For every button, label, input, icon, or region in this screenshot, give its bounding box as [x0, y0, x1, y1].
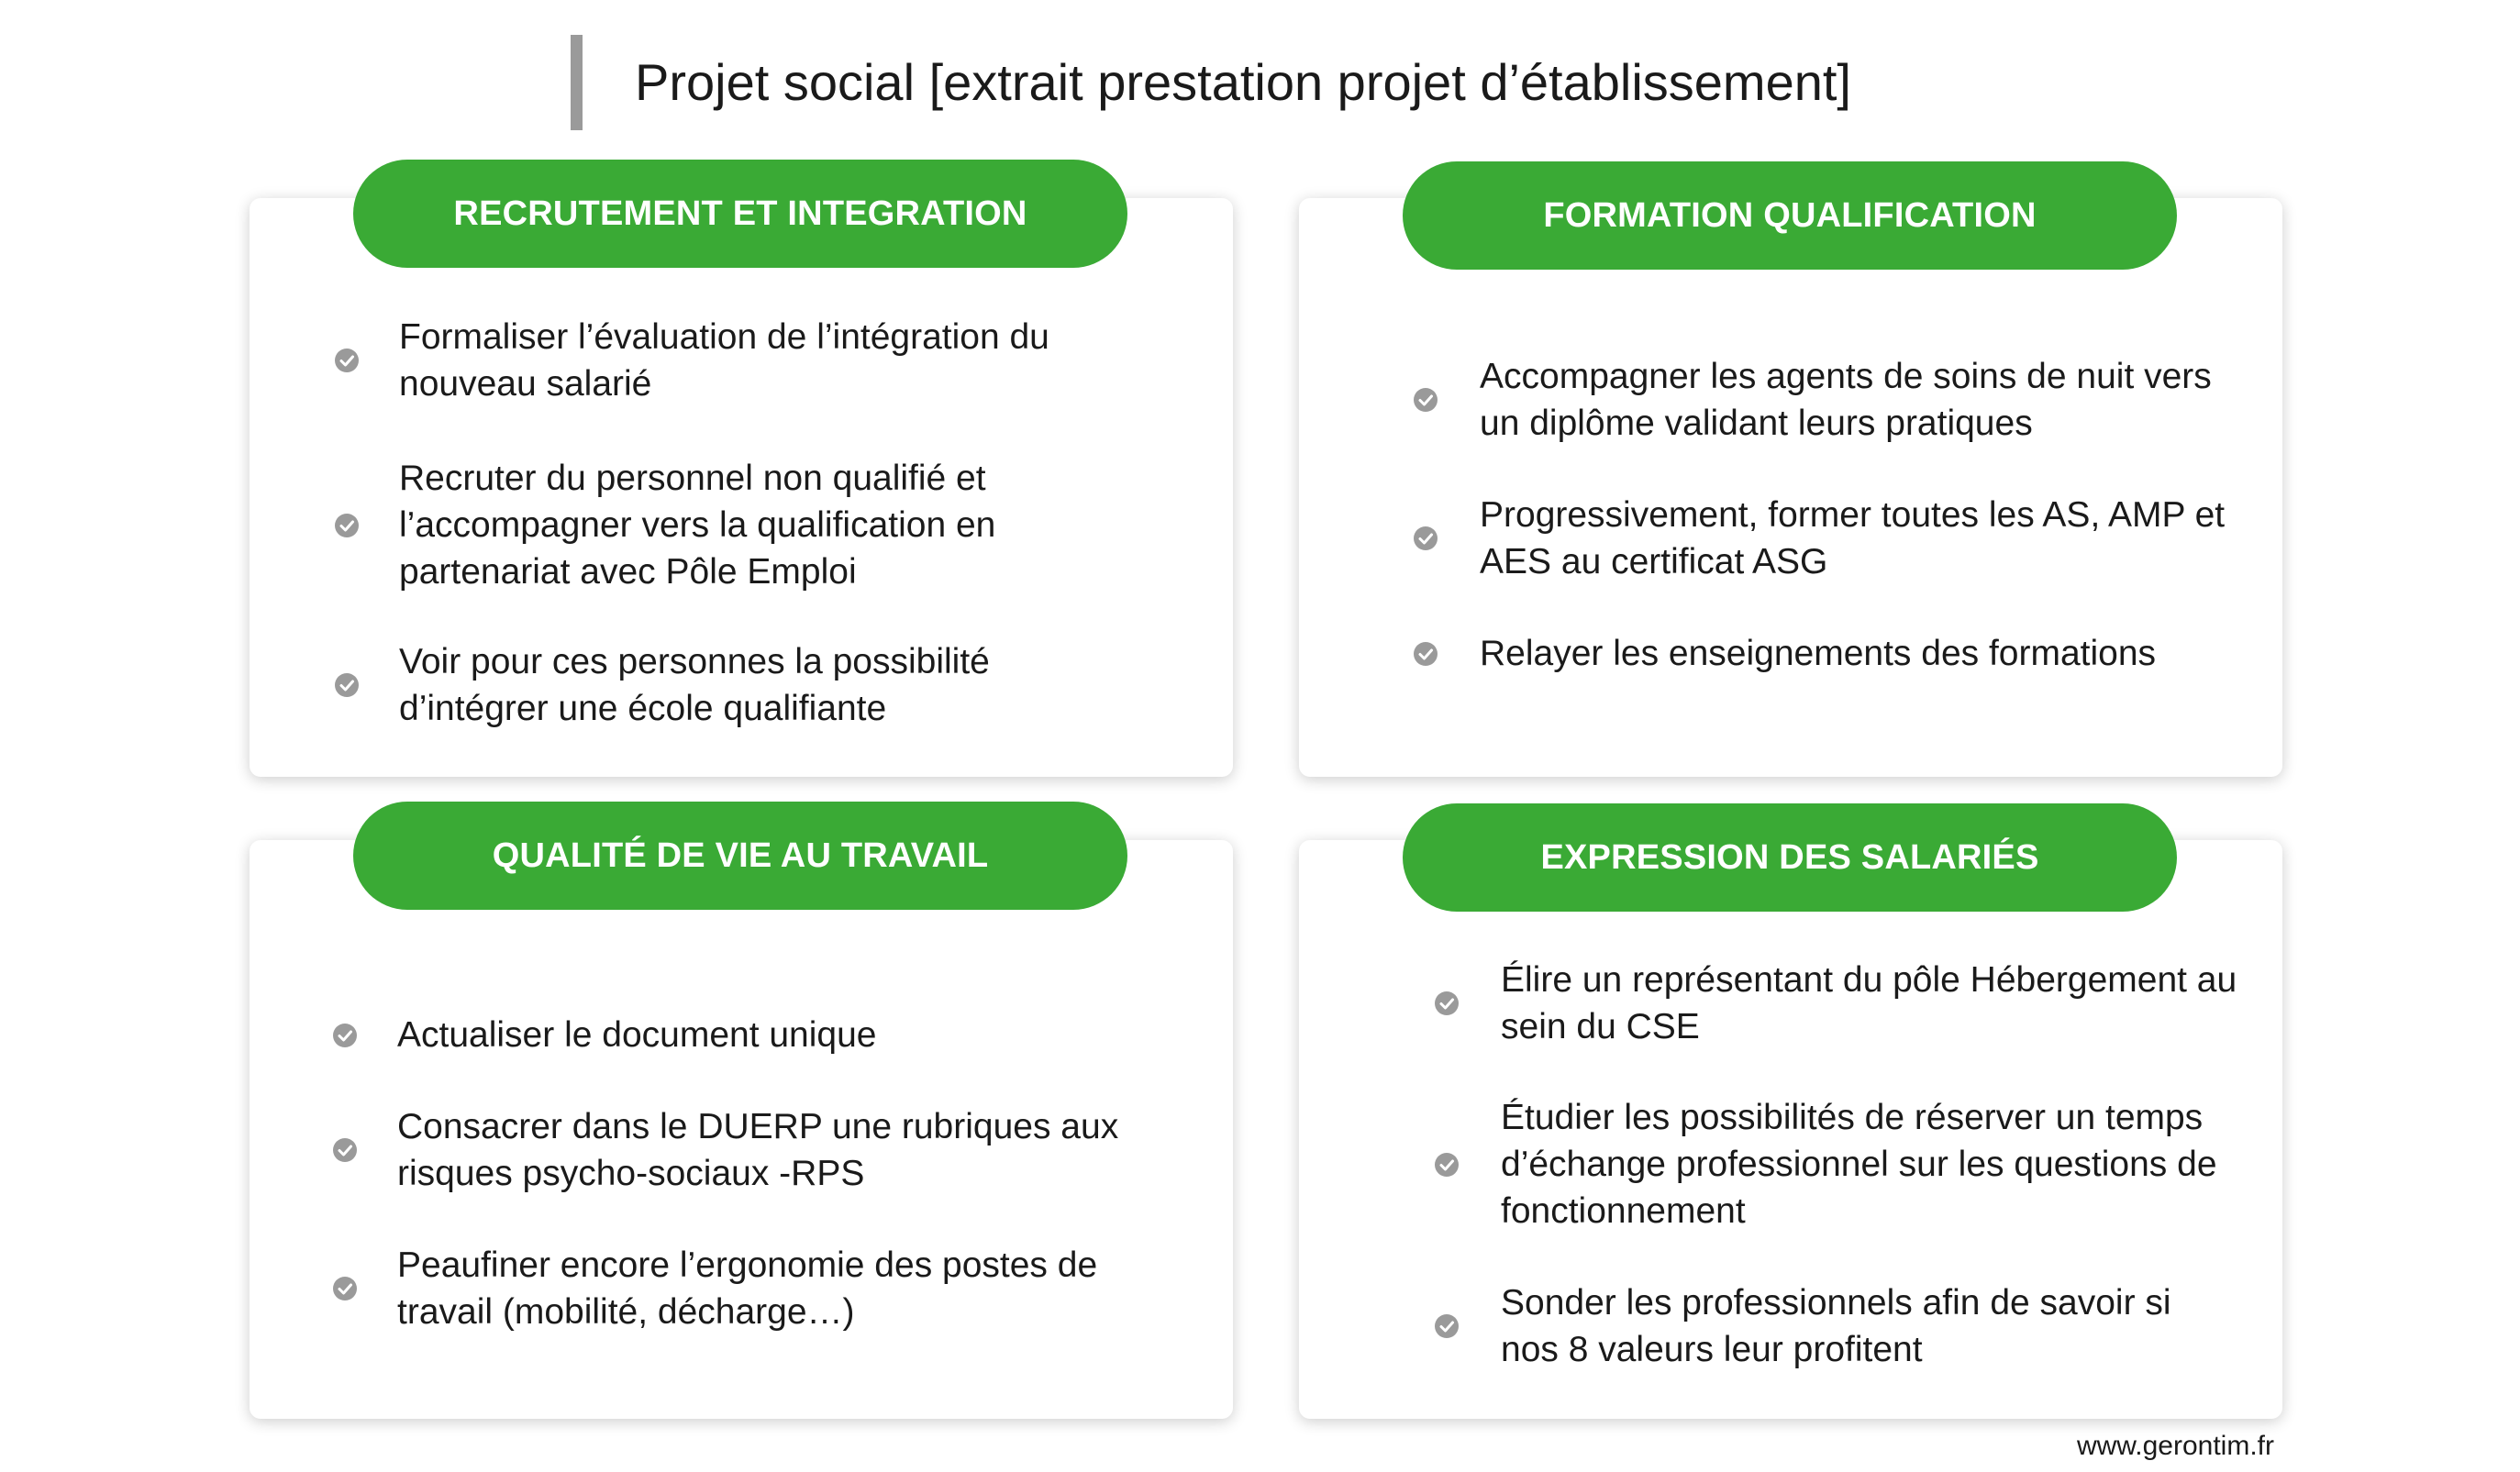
list-item-text: Élire un représentant du pôle Hébergement au sein du CSE [1501, 960, 2237, 1046]
header-formation: FORMATION QUALIFICATION [1403, 161, 2177, 270]
list-item [328, 1012, 1200, 1058]
list-item [1413, 353, 2266, 447]
header-qualite-vie: QUALITÉ DE VIE AU TRAVAIL [353, 802, 1127, 910]
list-item [330, 638, 1202, 732]
list-item [328, 1103, 1200, 1197]
check-circle-icon [1434, 991, 1460, 1016]
list-item-text: Formaliser l’évaluation de l’intégration du nouveau salarié [399, 317, 1049, 404]
list-item-text: Progressivement, former toutes les AS, AMP et AES au certificat ASG [1480, 495, 2226, 581]
check-circle-icon [1413, 641, 1438, 667]
check-circle-icon [1413, 387, 1438, 413]
list-item [1413, 630, 2266, 677]
card-formation [1299, 198, 2282, 777]
check-circle-icon [332, 1137, 358, 1163]
list-item-text: Peaufiner encore l’ergonomie des postes de travail (mobilité, décharge…) [397, 1245, 1098, 1332]
list-item-text: Relayer les enseignements des formations [1480, 634, 2157, 673]
list-item [330, 314, 1202, 407]
check-circle-icon [1413, 526, 1438, 551]
header-expression: EXPRESSION DES SALARIÉS [1403, 803, 2177, 912]
list-item [1434, 1094, 2269, 1234]
check-circle-icon [1434, 1313, 1460, 1339]
list-item [1434, 957, 2269, 1050]
check-circle-icon [332, 1276, 358, 1301]
list-item-text: Recruter du personnel non qualifié et l’accompagner vers la qualification en partenariat avec Pôle Emploi [399, 459, 996, 592]
list-item [1413, 492, 2266, 585]
list-item-text: Accompagner les agents de soins de nuit vers un diplôme validant leurs pratiques [1480, 357, 2212, 443]
check-circle-icon [332, 1023, 358, 1048]
check-circle-icon [334, 672, 360, 698]
list-item [328, 1242, 1200, 1335]
check-circle-icon [334, 513, 360, 538]
list-item-text: Actualiser le document unique [397, 1015, 877, 1055]
page-title: Projet social [extrait prestation projet d’établissement] [635, 53, 1851, 111]
footer-website-link[interactable]: www.gerontim.fr [2076, 1431, 2274, 1461]
list-item-text: Étudier les possibilités de réserver un temps d’échange professionnel sur les questions de fonctionnement [1501, 1098, 2217, 1231]
list-item-text: Consacrer dans le DUERP une rubriques aux risques psycho-sociaux -RPS [397, 1107, 1119, 1193]
list-item [1434, 1279, 2269, 1373]
list-item [330, 455, 1202, 595]
header-recrutement: RECRUTEMENT ET INTEGRATION [353, 160, 1127, 268]
title-accent-bar [571, 35, 583, 130]
list-item-text: Sonder les professionnels afin de savoir si nos 8 valeurs leur profitent [1501, 1283, 2171, 1369]
check-circle-icon [1434, 1152, 1460, 1178]
list-item-text: Voir pour ces personnes la possibilité d’intégrer une école qualifiante [399, 642, 990, 728]
check-circle-icon [334, 348, 360, 373]
